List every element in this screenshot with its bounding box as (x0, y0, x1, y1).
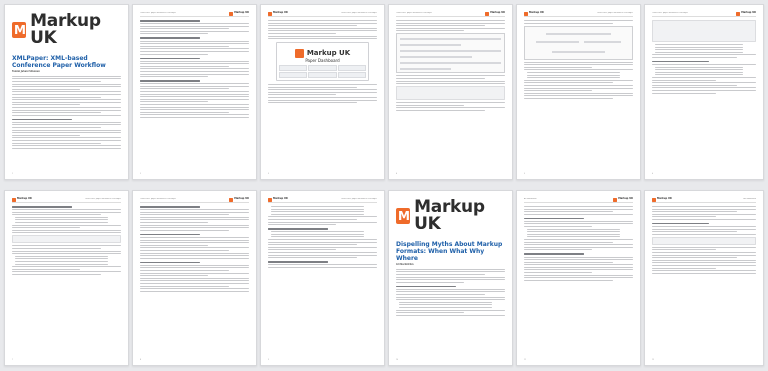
markup-uk-logo-icon (613, 198, 617, 202)
page-6 (644, 4, 764, 180)
code-block (12, 235, 121, 243)
page-2 (132, 4, 257, 180)
markup-uk-logo-icon (652, 198, 656, 202)
page-number: 9 (268, 360, 270, 362)
dashboard-screenshot: Markup UK Paper Dashboard (276, 42, 370, 81)
page-header: Markup UK Conference paper workflow & XMLPaper (268, 197, 377, 203)
page-11 (516, 190, 641, 366)
paper-title: XMLPaper: XML-based Conference Paper Workflow (12, 55, 106, 69)
code-block (396, 86, 505, 100)
page-7 (4, 190, 129, 366)
page-number: 11 (524, 360, 527, 362)
page-number: 2 (140, 174, 142, 176)
markup-uk-logo-icon (396, 208, 410, 224)
markup-uk-logo-icon (524, 12, 528, 16)
dashboard-title: Paper Dashboard (305, 58, 340, 64)
page-number: 8 (140, 360, 142, 362)
page-header: Markup UK Conference paper workflow & XMLPaper (12, 197, 121, 203)
page-header: Markup UK Ari Nordström (652, 197, 756, 203)
page-9 (260, 190, 385, 366)
page-header: Markup UK Conference paper workflow & XMLPaper (268, 11, 377, 17)
code-block (652, 237, 756, 245)
markup-uk-logo: M Markup UK (12, 13, 121, 47)
markup-uk-logo-icon (12, 198, 16, 202)
page-number: 1 (12, 174, 14, 176)
page-1 (4, 4, 129, 180)
page-header: Markup UK Conference paper workflow & XMLPaper (524, 11, 633, 17)
markup-uk-logo-icon (268, 12, 272, 16)
page-10 (388, 190, 513, 366)
page-5 (516, 4, 641, 180)
markup-uk-logo-icon (736, 12, 740, 16)
page-header: Conference paper workflow & XMLPaper Markup UK (396, 11, 505, 17)
page-3 (260, 4, 385, 180)
markup-uk-logo-icon (268, 198, 272, 202)
paper-author: Ari Nordström (396, 263, 414, 266)
markup-uk-logo-icon (229, 198, 233, 202)
page-header: Conference paper workflow & XMLPaper Markup UK (140, 11, 249, 17)
page-header: Conference paper workflow & XMLPaper Markup UK (652, 11, 756, 17)
page-number: 4 (396, 174, 398, 176)
page-number: 12 (652, 360, 655, 362)
workflow-diagram (396, 33, 505, 73)
markup-uk-logo-icon (12, 22, 26, 38)
page-4 (388, 4, 513, 180)
page-number: 6 (652, 174, 654, 176)
process-diagram (524, 26, 633, 60)
page-number: 3 (268, 174, 270, 176)
page-12 (644, 190, 764, 366)
markup-uk-logo-icon (295, 49, 304, 58)
paper-author: Tommi Juhani Silvonen (12, 70, 40, 73)
paper-title: Dispelling Myths About Markup Formats: When What Why Where (396, 241, 503, 262)
page-header: Conference paper workflow & XMLPaper Markup UK (140, 197, 249, 203)
page-number: 5 (524, 174, 526, 176)
markup-uk-logo-icon (229, 12, 233, 16)
markup-uk-logo-icon (485, 12, 489, 16)
page-8 (132, 190, 257, 366)
page-header: Ari Nordström Markup UK (524, 197, 633, 203)
markup-uk-logo: M Markup UK (396, 199, 505, 233)
page-number: 7 (12, 360, 14, 362)
code-block (652, 20, 756, 42)
page-number: 10 (396, 360, 399, 362)
